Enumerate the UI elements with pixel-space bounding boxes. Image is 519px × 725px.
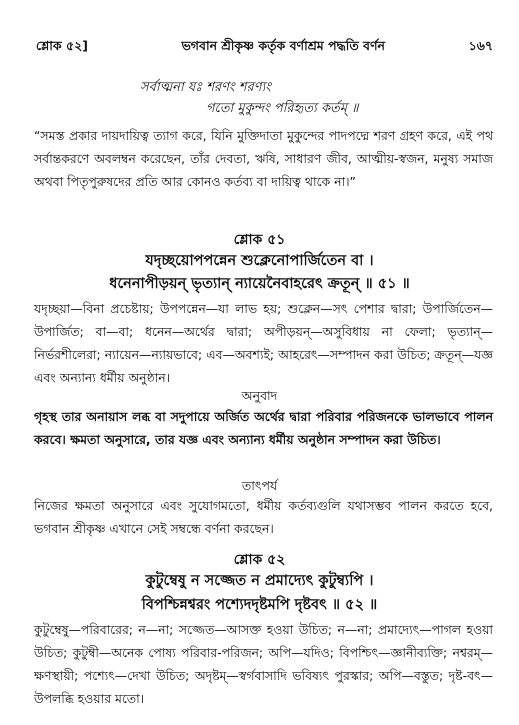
verse-51-purport-heading: তাৎপর্য (241, 478, 278, 493)
verse-51-translation: গৃহস্থ তার অনায়াস লব্ধ বা সদুপায়ে অর্জিত অর্থের দ্বারা পরিবার পরিজনকে ভালভাবে পালন করবে। ক্ষমতা অনুসারে, তার যজ্ঞ এবং অন্যান্য ধর্মীয় অনুষ্ঠান সম্পাদন করা উচিত। (34, 409, 493, 447)
page-number: ১৬৭ (468, 38, 493, 53)
verse-51-translation-heading: অনুবাদ (241, 388, 278, 403)
verse-52-heading: শ্লোক ৫২ (233, 552, 286, 568)
running-head (36, 38, 493, 58)
verse-continuation-line-2: গতো মুকুন্দং পরিহৃত্য কর্তম্‌ ॥ (206, 101, 359, 116)
verse-51-synonyms: যদৃচ্ছয়া—বিনা প্রচেষ্টায়; উপপন্নেন—যা লাভ হয়; শুক্লেন—সৎ পেশার দ্বারা; উপার্জিতেন—উপার্জিত; বা—বা; ধনেন—অর্থের দ্বারা; অপীড়য়ন্‌—অসুবিধায় না ফেলা; ভৃত্যান্‌—নির্ভরশীলেরা; ন্যায়েন—ন্যায়ভাবে; এব—অবশ্যই; আহরেৎ—সম্পাদন করা উচিত; ক্রতূন্‌—যজ্ঞ এবং অন্যান্য ধর্মীয় অনুষ্ঠান। (34, 301, 493, 385)
verse-52-line-1: কুটুম্বেষু ন সজ্জেত ন প্রমাদ্যেৎ কুটুম্ব্যপি । (145, 573, 374, 589)
verse-51-purport: নিজের ক্ষমতা অনুসারে এবং সুযোগমতো, ধর্মীয় কর্তব্যগুলি যথাসম্ভব পালন করতে হবে, ভগবান শ্রীকৃষ্ণ এখানে সেই সম্বন্ধে বর্ণনা করছেন। (34, 498, 493, 536)
verse-51-heading: শ্লোক ৫১ (233, 232, 286, 248)
verse-51-line-2: ধনেনাপীড়য়ন্‌ ভৃত্যান্‌ ন্যায়েনৈবাহরেৎ ক্রতূন্‌ ॥ ৫১ ॥ (109, 276, 410, 292)
verse-52-synonyms: কুটুম্বেষু—পরিবারের; ন—না; সজ্জেত—আসক্ত হওয়া উচিত; ন—না; প্রমাদ্যেৎ—পাগল হওয়া উচিত; কুটুম্বী—অনেক পোষ্য পরিবার-পরিজন; অপি—যদিও; বিপশ্চিৎ—জ্ঞানীব্যক্তি; নশ্বরম্‌—ক্ষণস্থায়ী; পশ্যেৎ—দেখা উচিত; অদৃষ্টম্‌—স্বর্গবাসাদি ভবিষ্যৎ পুরস্কার; অপি—বস্তুত; দৃষ্ট-বৎ—উপলব্ধি হওয়ার মতো। (34, 622, 493, 706)
purport-quote: “সমস্ত প্রকার দায়দায়িত্ব ত্যাগ করে, যিনি মুক্তিদাতা মুকুন্দের পাদপদ্মে শরণ গ্রহণ করে, এই পথ সর্বান্তকরণে অবলম্বন করেছেন, তাঁর দেবতা, ঋষি, সাধারণ জীব, আত্মীয়-স্বজন, মনুষ্য সমাজ অথবা পিতৃপুরুষদের প্রতি আর কোনও কর্তব্য বা দায়িত্ব থাকে না।” (34, 128, 493, 189)
running-head-title: ভগবান শ্রীকৃষ্ণ কর্তৃক বর্ণাশ্রম পদ্ধতি বর্ণন (181, 38, 386, 53)
verse-52-line-2: বিপশ্চিন্নশ্বরং পশ্যেদদৃষ্টমপি দৃষ্টবৎ ॥ ৫২ ॥ (141, 597, 378, 613)
running-head-left: শ্লোক ৫২] (36, 38, 88, 53)
verse-51-line-1: যদৃচ্ছয়োপপন্নেন শুক্লেনোপার্জিতেন বা । (145, 253, 374, 269)
verse-continuation-line-1: সর্বাত্মনা যঃ শরণং শরণ্যং (140, 80, 271, 95)
